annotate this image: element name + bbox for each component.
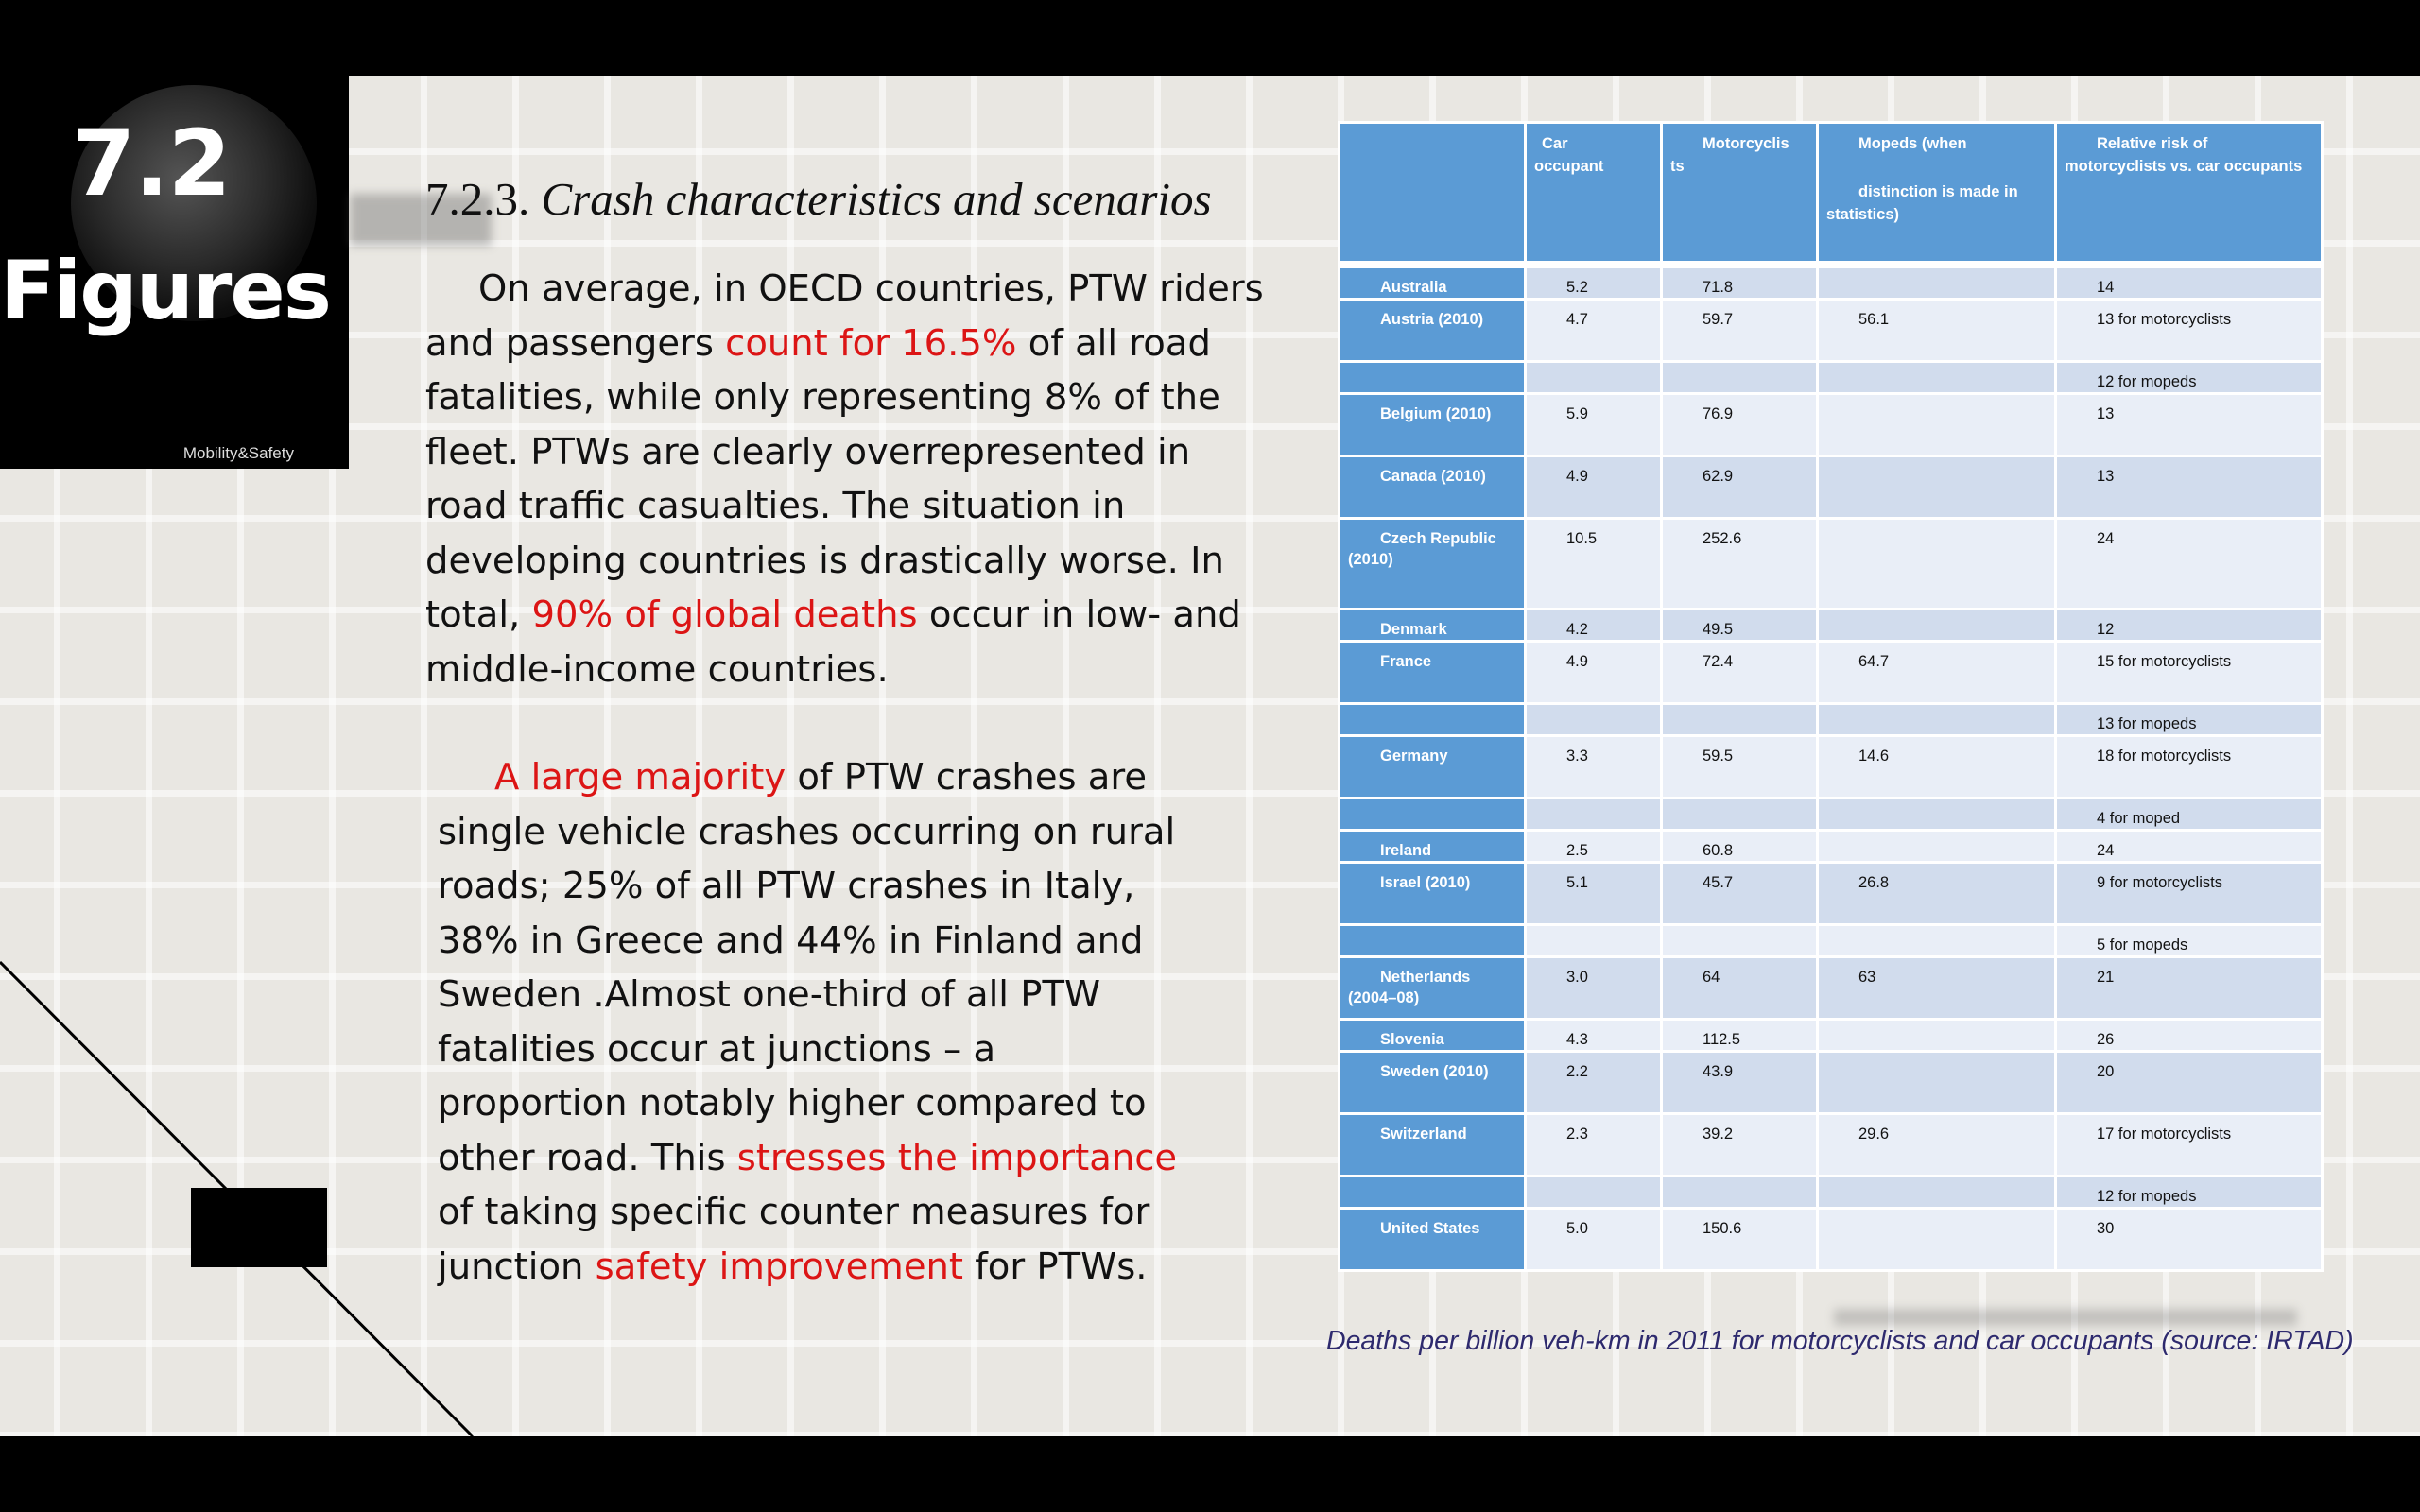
cell-moped	[1818, 455, 2056, 518]
section-word: Figures	[0, 244, 330, 338]
cell-car: 2.5	[1526, 830, 1662, 862]
cell-risk: 13	[2056, 455, 2323, 518]
cell-moto	[1662, 924, 1818, 956]
cell-car: 2.2	[1526, 1051, 1662, 1113]
cell-moto	[1662, 1176, 1818, 1208]
para2-line: A large majority of PTW crashes are	[494, 756, 1148, 799]
paragraph-crashes	[438, 750, 1177, 1294]
cell-risk: 26	[2056, 1019, 2323, 1051]
cell-car: 4.7	[1526, 299, 1662, 361]
cell-country: Germany	[1340, 735, 1526, 798]
cell-country: France	[1340, 641, 1526, 703]
cell-moped: 29.6	[1818, 1113, 2056, 1176]
para2-line: other road. This stresses the importance	[438, 1136, 1178, 1179]
cell-risk: 12 for mopeds	[2056, 361, 2323, 393]
header-relative-risk: Relative risk of motorcyclists vs. car occupants	[2056, 123, 2323, 265]
section-heading	[425, 172, 1212, 226]
cell-moto	[1662, 703, 1818, 735]
cell-risk: 21	[2056, 956, 2323, 1019]
cell-country	[1340, 361, 1526, 393]
cell-moto	[1662, 798, 1818, 830]
table-caption: Deaths per billion veh-km in 2011 for motorcyclists and car occupants (source: IRTAD)	[1326, 1326, 2354, 1356]
cell-moto: 59.7	[1662, 299, 1818, 361]
highlight-stresses: stresses the importance	[736, 1136, 1178, 1179]
deaths-table	[1338, 121, 2324, 1272]
cell-moped	[1818, 924, 2056, 956]
cell-risk: 20	[2056, 1051, 2323, 1113]
cell-country: Czech Republic (2010)	[1340, 518, 1526, 609]
table-row	[1340, 862, 2323, 924]
cell-country: Canada (2010)	[1340, 455, 1526, 518]
cell-risk: 12 for mopeds	[2056, 1176, 2323, 1208]
para1-line: total, 90% of global deaths occur in low- and	[425, 593, 1241, 636]
table-row	[1340, 393, 2323, 455]
table-row	[1340, 798, 2323, 830]
cell-moto: 60.8	[1662, 830, 1818, 862]
cell-car	[1526, 703, 1662, 735]
cell-risk: 30	[2056, 1208, 2323, 1270]
cell-risk: 14	[2056, 265, 2323, 300]
brand-label: Mobility&Safety	[182, 444, 294, 462]
cell-car	[1526, 798, 1662, 830]
cell-risk: 24	[2056, 830, 2323, 862]
para2-line: junction safety improvement for PTWs.	[438, 1245, 1148, 1288]
highlight-safety-improvement: safety improvement	[595, 1245, 963, 1288]
header-country	[1340, 123, 1526, 265]
cell-car: 4.2	[1526, 609, 1662, 641]
cell-moped	[1818, 361, 2056, 393]
highlight-large-majority: A large majority	[494, 756, 786, 799]
cell-risk: 18 for motorcyclists	[2056, 735, 2323, 798]
cell-car: 2.3	[1526, 1113, 1662, 1176]
table-header-row	[1340, 123, 2323, 265]
cell-car: 5.0	[1526, 1208, 1662, 1270]
cell-moto: 71.8	[1662, 265, 1818, 300]
table-row	[1340, 1019, 2323, 1051]
para1-line: road traffic casualties. The situation in	[425, 485, 1126, 527]
cell-country: Slovenia	[1340, 1019, 1526, 1051]
para1-line: fatalities, while only representing 8% of the	[425, 376, 1220, 419]
cell-risk: 12	[2056, 609, 2323, 641]
para2-line: 38% in Greece and 44% in Finland and	[438, 919, 1144, 962]
table-row	[1340, 1176, 2323, 1208]
cell-car: 5.9	[1526, 393, 1662, 455]
table-row	[1340, 1208, 2323, 1270]
cell-moto: 43.9	[1662, 1051, 1818, 1113]
cell-moped: 14.6	[1818, 735, 2056, 798]
cell-moped	[1818, 1208, 2056, 1270]
table-row	[1340, 518, 2323, 609]
cell-moped: 64.7	[1818, 641, 2056, 703]
cell-moto	[1662, 361, 1818, 393]
cell-moped	[1818, 798, 2056, 830]
section-number: 7.2	[72, 111, 231, 216]
para1-line: fleet. PTWs are clearly overrepresented in	[425, 430, 1191, 473]
cell-country: Belgium (2010)	[1340, 393, 1526, 455]
cell-moped: 26.8	[1818, 862, 2056, 924]
table-row	[1340, 830, 2323, 862]
cell-risk: 13 for motorcyclists	[2056, 299, 2323, 361]
cell-moped: 56.1	[1818, 299, 2056, 361]
cell-country: Denmark	[1340, 609, 1526, 641]
cell-country: Ireland	[1340, 830, 1526, 862]
cell-risk: 15 for motorcyclists	[2056, 641, 2323, 703]
blurred-text-smudge	[1834, 1309, 2297, 1326]
header-motorcyclists: Motorcyclis ts	[1662, 123, 1818, 265]
para1-line: On average, in OECD countries, PTW riders	[478, 267, 1264, 310]
cell-car: 10.5	[1526, 518, 1662, 609]
para2-line: of taking specific counter measures for	[438, 1191, 1150, 1233]
cell-moto: 76.9	[1662, 393, 1818, 455]
cell-risk: 17 for motorcyclists	[2056, 1113, 2323, 1176]
cell-country: United States	[1340, 1208, 1526, 1270]
cell-moped	[1818, 1019, 2056, 1051]
cell-country: Australia	[1340, 265, 1526, 300]
cell-car: 4.3	[1526, 1019, 1662, 1051]
table-row	[1340, 455, 2323, 518]
cell-moped	[1818, 393, 2056, 455]
table-row	[1340, 641, 2323, 703]
cell-moto: 252.6	[1662, 518, 1818, 609]
paragraph-oecd	[425, 262, 1264, 696]
cell-moto: 49.5	[1662, 609, 1818, 641]
cell-car	[1526, 924, 1662, 956]
cell-moped	[1818, 265, 2056, 300]
slide	[0, 76, 2420, 1436]
cell-risk: 4 for moped	[2056, 798, 2323, 830]
cell-country: Switzerland	[1340, 1113, 1526, 1176]
cell-risk: 9 for motorcyclists	[2056, 862, 2323, 924]
cell-car	[1526, 1176, 1662, 1208]
header-mopeds: Mopeds (when distinction is made in statistics)	[1818, 123, 2056, 265]
cell-moped	[1818, 703, 2056, 735]
cell-car: 5.2	[1526, 265, 1662, 300]
cell-moped	[1818, 1176, 2056, 1208]
para2-line: proportion notably higher compared to	[438, 1082, 1147, 1125]
cell-moped	[1818, 518, 2056, 609]
para1-line: developing countries is drastically worse. In	[425, 539, 1224, 582]
cell-car	[1526, 361, 1662, 393]
cell-moped	[1818, 609, 2056, 641]
table-row	[1340, 1113, 2323, 1176]
table-row	[1340, 735, 2323, 798]
table-row	[1340, 956, 2323, 1019]
heading-text: Crash characteristics and scenarios	[541, 173, 1212, 225]
highlight-global-deaths: 90% of global deaths	[531, 593, 918, 636]
cell-moto: 59.5	[1662, 735, 1818, 798]
cell-moto: 45.7	[1662, 862, 1818, 924]
para1-line: and passengers count for 16.5% of all road	[425, 321, 1211, 365]
table-row	[1340, 924, 2323, 956]
cell-moped	[1818, 830, 2056, 862]
header-car-occupant: Car occupant	[1526, 123, 1662, 265]
cell-country	[1340, 924, 1526, 956]
highlight-16-5: count for 16.5%	[725, 321, 1017, 365]
cell-risk: 5 for mopeds	[2056, 924, 2323, 956]
para1-line: middle-income countries.	[425, 647, 889, 691]
cell-moto: 112.5	[1662, 1019, 1818, 1051]
cell-moped: 63	[1818, 956, 2056, 1019]
table-row	[1340, 609, 2323, 641]
cell-car: 4.9	[1526, 641, 1662, 703]
cell-country	[1340, 703, 1526, 735]
table-row	[1340, 703, 2323, 735]
cell-moto: 150.6	[1662, 1208, 1818, 1270]
cell-country: Austria (2010)	[1340, 299, 1526, 361]
para2-line: single vehicle crashes occurring on rural	[438, 810, 1176, 853]
table-row	[1340, 361, 2323, 393]
black-block-decoration	[191, 1188, 327, 1267]
cell-moto: 62.9	[1662, 455, 1818, 518]
cell-country: Netherlands (2004–08)	[1340, 956, 1526, 1019]
cell-car: 3.0	[1526, 956, 1662, 1019]
cell-moto: 72.4	[1662, 641, 1818, 703]
cell-country	[1340, 1176, 1526, 1208]
table-row	[1340, 1051, 2323, 1113]
cell-risk: 13	[2056, 393, 2323, 455]
table-row	[1340, 265, 2323, 300]
cell-country: Sweden (2010)	[1340, 1051, 1526, 1113]
para2-line: fatalities occur at junctions – a	[438, 1027, 996, 1071]
cell-risk: 24	[2056, 518, 2323, 609]
heading-prefix: 7.2.3.	[425, 173, 542, 225]
cell-country: Israel (2010)	[1340, 862, 1526, 924]
cell-car: 5.1	[1526, 862, 1662, 924]
para2-line: roads; 25% of all PTW crashes in Italy,	[438, 865, 1135, 907]
cell-country	[1340, 798, 1526, 830]
cell-car: 4.9	[1526, 455, 1662, 518]
cell-moto: 39.2	[1662, 1113, 1818, 1176]
para2-line: Sweden .Almost one-third of all PTW	[438, 973, 1101, 1016]
cell-risk: 13 for mopeds	[2056, 703, 2323, 735]
cell-car: 3.3	[1526, 735, 1662, 798]
cell-moped	[1818, 1051, 2056, 1113]
cell-moto: 64	[1662, 956, 1818, 1019]
section-title-box	[0, 76, 349, 469]
table-row	[1340, 299, 2323, 361]
